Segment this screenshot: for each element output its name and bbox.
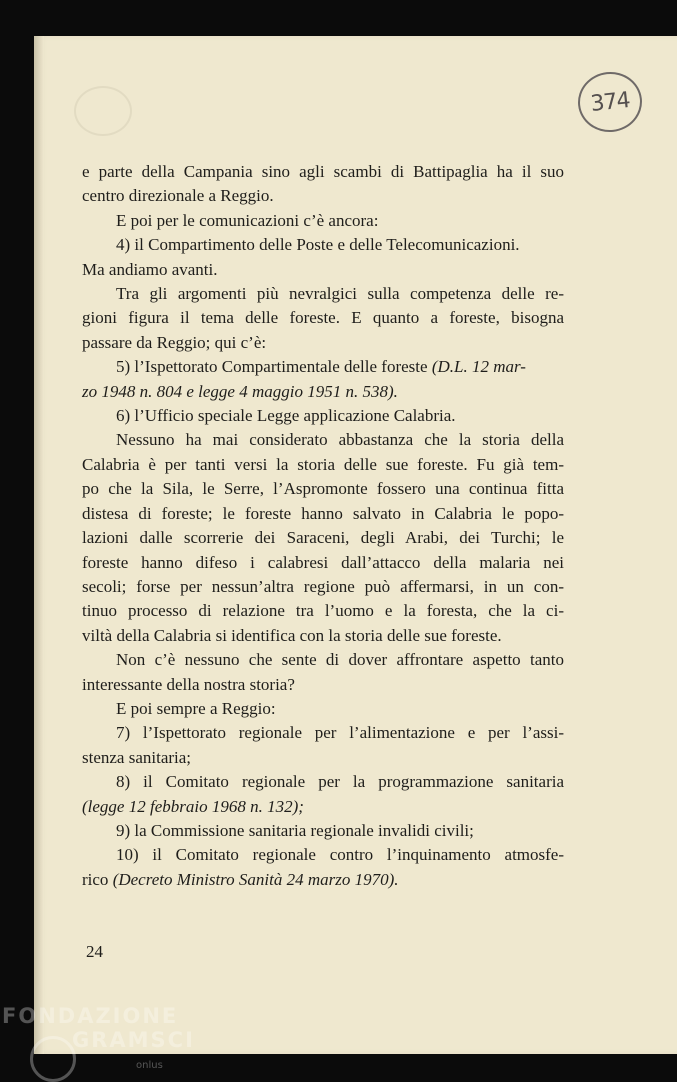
text-line: distesa di foreste; le foreste hanno salvato in Calabria le popo- bbox=[82, 503, 564, 523]
page-number: 24 bbox=[86, 942, 103, 961]
text-line: viltà della Calabria si identifica con la storia delle sue foreste. bbox=[82, 625, 502, 645]
text-line: 7) l’Ispettorato regionale per l’alimentazione e per l’assi- bbox=[116, 723, 564, 743]
text-line: zo 1948 n. 804 e legge 4 maggio 1951 n. 538). bbox=[82, 381, 398, 401]
text-line: 4) il Compartimento delle Poste e delle Telecomunicazioni. bbox=[116, 235, 520, 255]
text-line: rico (Decreto Ministro Sanità 24 marzo 1970). bbox=[82, 869, 399, 889]
watermark-line: FONDAZIONE bbox=[2, 1004, 179, 1028]
text-line: tinuo processo di relazione tra l’uomo e la foresta, che la ci- bbox=[82, 601, 564, 621]
text-line: 9) la Commissione sanitaria regionale invalidi civili; bbox=[116, 820, 474, 840]
text-line: po che la Sila, le Serre, l’Aspromonte fossero una continua fitta bbox=[82, 479, 564, 499]
text-line: stenza sanitaria; bbox=[82, 747, 192, 767]
text-line: Calabria è per tanti versi la storia delle sue foreste. Fu già tem- bbox=[82, 454, 564, 474]
text-line: secoli; forse per nessun’altra regione può affermarsi, in un con- bbox=[82, 576, 564, 596]
text-line: E poi per le comunicazioni c’è ancora: bbox=[116, 210, 379, 230]
archive-stamp-number: 374 bbox=[589, 87, 631, 117]
text-line: interessante della nostra storia? bbox=[82, 674, 295, 694]
watermark-line: GRAMSCI bbox=[72, 1028, 195, 1052]
text-line: Ma andiamo avanti. bbox=[82, 259, 218, 279]
text-line: Tra gli argomenti più nevralgici sulla competenza delle re- bbox=[116, 284, 564, 304]
text-line: 10) il Comitato regionale contro l’inquinamento atmosfe- bbox=[116, 845, 564, 865]
text-line: gioni figura il tema delle foreste. E quanto a foreste, bisogna bbox=[82, 308, 564, 328]
text-line: e parte della Campania sino agli scambi di Battipaglia ha il suo bbox=[82, 162, 564, 181]
text-line: 5) l’Ispettorato Compartimentale delle foreste (D.L. 12 mar- bbox=[116, 357, 526, 377]
faded-stamp bbox=[74, 86, 132, 136]
text-line: passare da Reggio; qui c’è: bbox=[82, 332, 267, 352]
text-line: E poi sempre a Reggio: bbox=[116, 698, 276, 718]
text-line: Nessuno ha mai considerato abbastanza che la storia della bbox=[116, 430, 564, 450]
watermark bbox=[2, 1004, 195, 1071]
text-line: centro direzionale a Reggio. bbox=[82, 186, 274, 206]
text-line: (legge 12 febbraio 1968 n. 132); bbox=[82, 796, 304, 816]
text-line: lazioni dalle scorrerie dei Saraceni, degli Arabi, dei Turchi; le bbox=[82, 528, 564, 548]
watermark-line: onlus bbox=[136, 1060, 163, 1071]
text-line: foreste hanno difeso i calabresi dall’attacco della malaria nei bbox=[82, 552, 564, 572]
text-line: 8) il Comitato regionale per la programmazione sanitaria bbox=[116, 772, 564, 792]
text-line: 6) l’Ufficio speciale Legge applicazione Calabria. bbox=[116, 406, 456, 426]
text-line: Non c’è nessuno che sente di dover affrontare aspetto tanto bbox=[116, 650, 564, 670]
page-binding-shadow bbox=[34, 36, 44, 1054]
body-text bbox=[82, 160, 564, 892]
